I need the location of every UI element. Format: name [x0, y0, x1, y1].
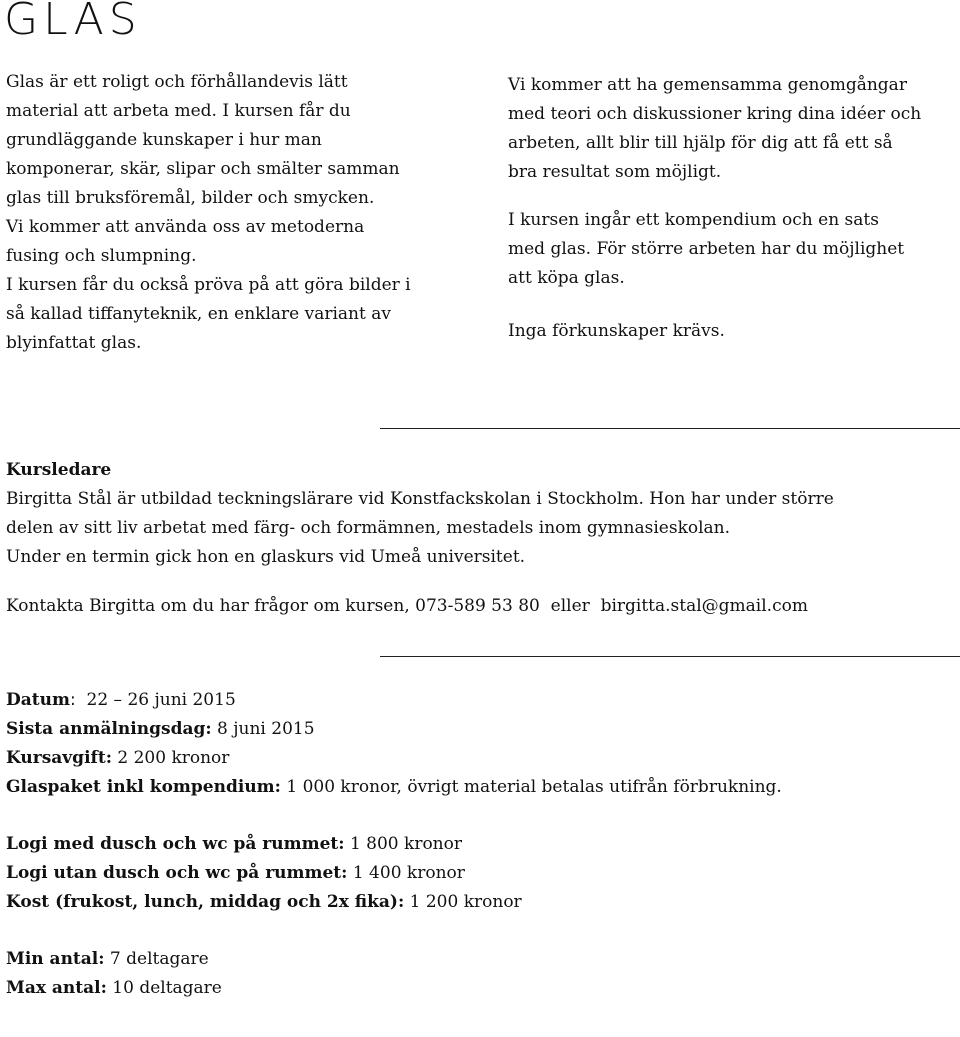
deadline-value: 8 juni 2015 [211, 719, 315, 739]
intro-line: material att arbeta med. I kursen får du [6, 101, 351, 121]
max-participants-row [6, 974, 956, 1003]
intro-line: grundläggande kunskaper i hur man [6, 130, 322, 150]
deadline-row [6, 715, 956, 744]
min-participants-value: 7 deltagare [104, 949, 209, 969]
glass-package-value: 1 000 kronor, övrigt material betalas utifrån förbrukning. [280, 777, 782, 797]
food-label: Kost (frukost, lunch, middag och 2x fika): [6, 892, 405, 912]
intro-line: Vi kommer att använda oss av metoderna [6, 217, 365, 237]
min-participants-label: Min antal: [6, 949, 105, 969]
intro-line: I kursen ingår ett kompendium och en sats [508, 210, 879, 230]
fee-value: 2 200 kronor [111, 748, 230, 768]
intro-line: med glas. För större arbeten har du möjlighet [508, 239, 905, 259]
lodging-without-value: 1 400 kronor [347, 863, 465, 883]
instructor-bio-line: Birgitta Stål är utbildad teckningslärare vid Konstfackskolan i Stockholm. Hon har under större [6, 489, 834, 509]
intro-line: fusing och slumpning. [6, 246, 197, 266]
instructor-bio-line: delen av sitt liv arbetat med färg- och formämnen, mestadels inom gymnasieskolan. [6, 518, 731, 538]
min-participants-row [6, 945, 956, 974]
food-row [6, 888, 956, 917]
intro-line: Glas är ett roligt och förhållandevis lätt [6, 72, 348, 92]
intro-right-column [508, 71, 960, 346]
date-value: 22 – 26 juni 2015 [75, 690, 236, 710]
instructor-heading: Kursledare [6, 460, 112, 480]
instructor-section [6, 456, 956, 621]
instructor-bio-line: Under en termin gick hon en glaskurs vid Umeå universitet. [6, 547, 526, 567]
course-details [6, 686, 956, 1003]
date-row [6, 686, 956, 715]
intro-line: att köpa glas. [508, 268, 625, 288]
glass-package-row [6, 773, 956, 802]
max-participants-label: Max antal: [6, 978, 107, 998]
intro-line: Vi kommer att ha gemensamma genomgångar [508, 75, 907, 95]
fee-label: Kursavgift: [6, 748, 112, 768]
fee-row [6, 744, 956, 773]
max-participants-value: 10 deltagare [106, 978, 222, 998]
lodging-without-label: Logi utan dusch och wc på rummet: [6, 863, 348, 883]
intro-line: så kallad tiffanyteknik, en enklare variant av [6, 304, 391, 324]
intro-left-column [6, 68, 446, 358]
intro-line: bra resultat som möjligt. [508, 162, 722, 182]
section-divider [380, 656, 960, 657]
lodging-with-row [6, 830, 956, 859]
deadline-label: Sista anmälningsdag: [6, 719, 212, 739]
lodging-without-row [6, 859, 956, 888]
glass-package-label: Glaspaket inkl kompendium: [6, 777, 281, 797]
intro-line: I kursen får du också pröva på att göra bilder i [6, 275, 411, 295]
lodging-with-value: 1 800 kronor [344, 834, 462, 854]
intro-line: glas till bruksföremål, bilder och smycken. [6, 188, 375, 208]
contact-line: Kontakta Birgitta om du har frågor om kursen, 073-589 53 80 eller birgitta.stal@gmail.com [6, 596, 808, 616]
food-value: 1 200 kronor [404, 892, 522, 912]
intro-line: komponerar, skär, slipar och smälter samman [6, 159, 400, 179]
lodging-with-label: Logi med dusch och wc på rummet: [6, 834, 345, 854]
intro-line: arbeten, allt blir till hjälp för dig att få ett så [508, 133, 893, 153]
page-title: GLAS [4, 0, 142, 45]
intro-line: med teori och diskussioner kring dina idéer och [508, 104, 922, 124]
date-label-colon: : [69, 690, 76, 710]
date-label: Datum [6, 690, 70, 710]
intro-line: blyinfattat glas. [6, 333, 142, 353]
prerequisites-note: Inga förkunskaper krävs. [508, 321, 725, 341]
section-divider [380, 428, 960, 429]
